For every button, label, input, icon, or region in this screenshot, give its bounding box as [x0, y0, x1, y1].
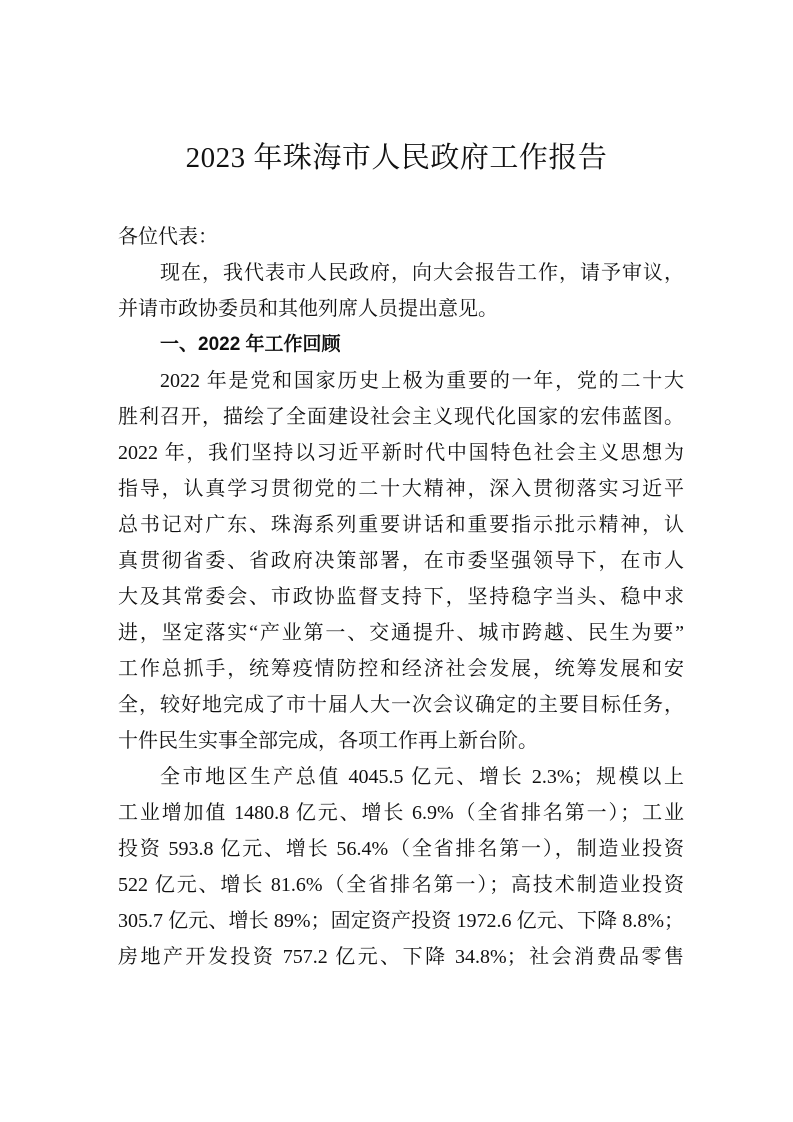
text-line: 现在，我代表市人民政府，向大会报告工作，请予审议，: [160, 262, 684, 284]
text-line: 大及其常委会、市政协监督支持下，坚持稳字当头、稳中求: [118, 586, 684, 608]
text-line: 522 亿元、增长 81.6%（全省排名第一）；高技术制造业投资: [118, 874, 684, 896]
document-title: 2023 年珠海市人民政府工作报告: [185, 142, 608, 174]
text-line: 胜利召开，描绘了全面建设社会主义现代化国家的宏伟蓝图。: [118, 406, 684, 428]
document-body: [118, 222, 684, 978]
text-line: 并请市政协委员和其他列席人员提出意见。: [118, 298, 498, 320]
text-line: 进，坚定落实“产业第一、交通提升、城市跨越、民生为要”: [118, 622, 684, 644]
text-line: 房地产开发投资 757.2 亿元、下降 34.8%；社会消费品零售: [118, 946, 684, 968]
text-line: 总书记对广东、珠海系列重要讲话和重要指示批示精神，认: [118, 514, 684, 536]
text-line: 全市地区生产总值 4045.5 亿元、增长 2.3%；规模以上: [160, 766, 684, 788]
text-line: 各位代表：: [118, 226, 218, 248]
text-line: 工作总抓手，统筹疫情防控和经济社会发展，统筹发展和安: [118, 658, 684, 680]
text-line: 全，较好地完成了市十届人大一次会议确定的主要目标任务，: [118, 694, 684, 716]
text-line: 十件民生实事全部完成，各项工作再上新台阶。: [118, 730, 538, 752]
text-line: 工业增加值 1480.8 亿元、增长 6.9%（全省排名第一）；工业: [118, 802, 684, 824]
text-line: 2022 年，我们坚持以习近平新时代中国特色社会主义思想为: [118, 442, 684, 464]
text-line: 305.7 亿元、增长 89%；固定资产投资 1972.6 亿元、下降 8.8%；: [118, 910, 684, 932]
text-line: 真贯彻省委、省政府决策部署，在市委坚强领导下，在市人: [118, 550, 684, 572]
text-line: 指导，认真学习贯彻党的二十大精神，深入贯彻落实习近平: [118, 478, 684, 500]
text-line: 2022 年是党和国家历史上极为重要的一年，党的二十大: [160, 370, 684, 392]
text-line: 投资 593.8 亿元、增长 56.4%（全省排名第一），制造业投资: [118, 838, 684, 860]
section-heading: 一、2022 年工作回顾: [160, 334, 341, 355]
